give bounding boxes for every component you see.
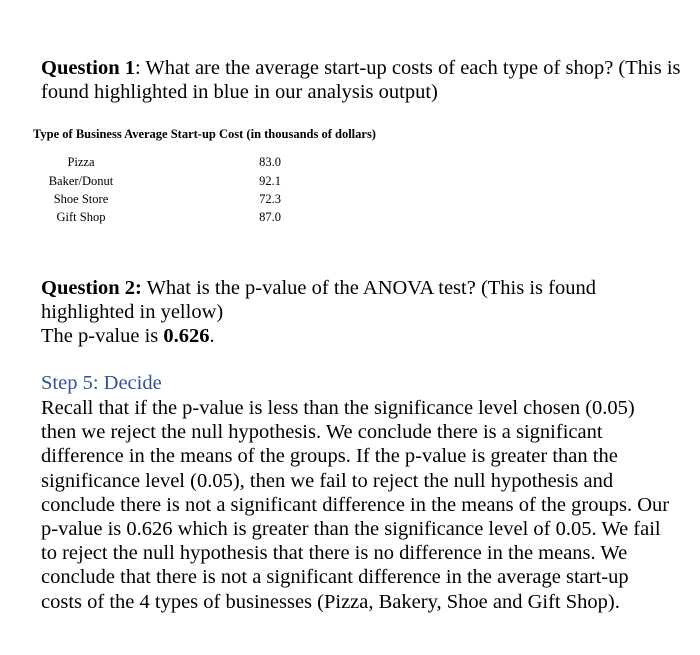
step-5-heading: Step 5: Decide — [41, 372, 162, 394]
table-header: Type of Business Average Start-up Cost (in thousands of dollars) — [33, 127, 376, 141]
p-value-prefix: The p-value is — [41, 325, 164, 347]
question-2-label: Question 2: — [41, 277, 142, 299]
step-5-body: Recall that if the p-value is less than the significance level chosen (0.05) then we reject the null hypothesis. We conclude there is a significant difference in the means of the groups. If the p-value is greater than the significance level (0.05), then we fail to reject the null hypothesis and conclude there is not a significant difference in the means of the groups. Our p-value is 0.626 which is greater than the significance level of 0.05. We fail to reject the null hypothesis that there is no difference in the means. We conclude that there is not a significant difference in the average start-up costs of the 4 types of businesses (Pizza, Bakery, Shoe and Gift Shop). — [41, 397, 670, 613]
table-cell-business: Pizza — [67, 155, 95, 169]
table-cell-cost: 87.0 — [259, 210, 281, 224]
table-cell-cost: 92.1 — [259, 174, 281, 188]
table-cell-business: Baker/Donut — [48, 174, 114, 188]
question-2 — [41, 276, 661, 348]
question-1-text: : What are the average start-up costs of each type of shop? (This is found highlighted in blue in our analysis output) — [41, 57, 681, 103]
table-cell-business: Gift Shop — [56, 210, 106, 224]
question-2-text: What is the p-value of the ANOVA test? (This is found highlighted in yellow) — [41, 277, 596, 323]
question-1 — [41, 56, 681, 104]
question-1-label: Question 1 — [41, 57, 135, 79]
p-value: 0.626 — [163, 325, 210, 347]
p-value-suffix: . — [209, 325, 215, 347]
table-cell-cost: 83.0 — [259, 155, 281, 169]
table-cell-business: Shoe Store — [53, 192, 109, 206]
table-cell-cost: 72.3 — [259, 192, 281, 206]
